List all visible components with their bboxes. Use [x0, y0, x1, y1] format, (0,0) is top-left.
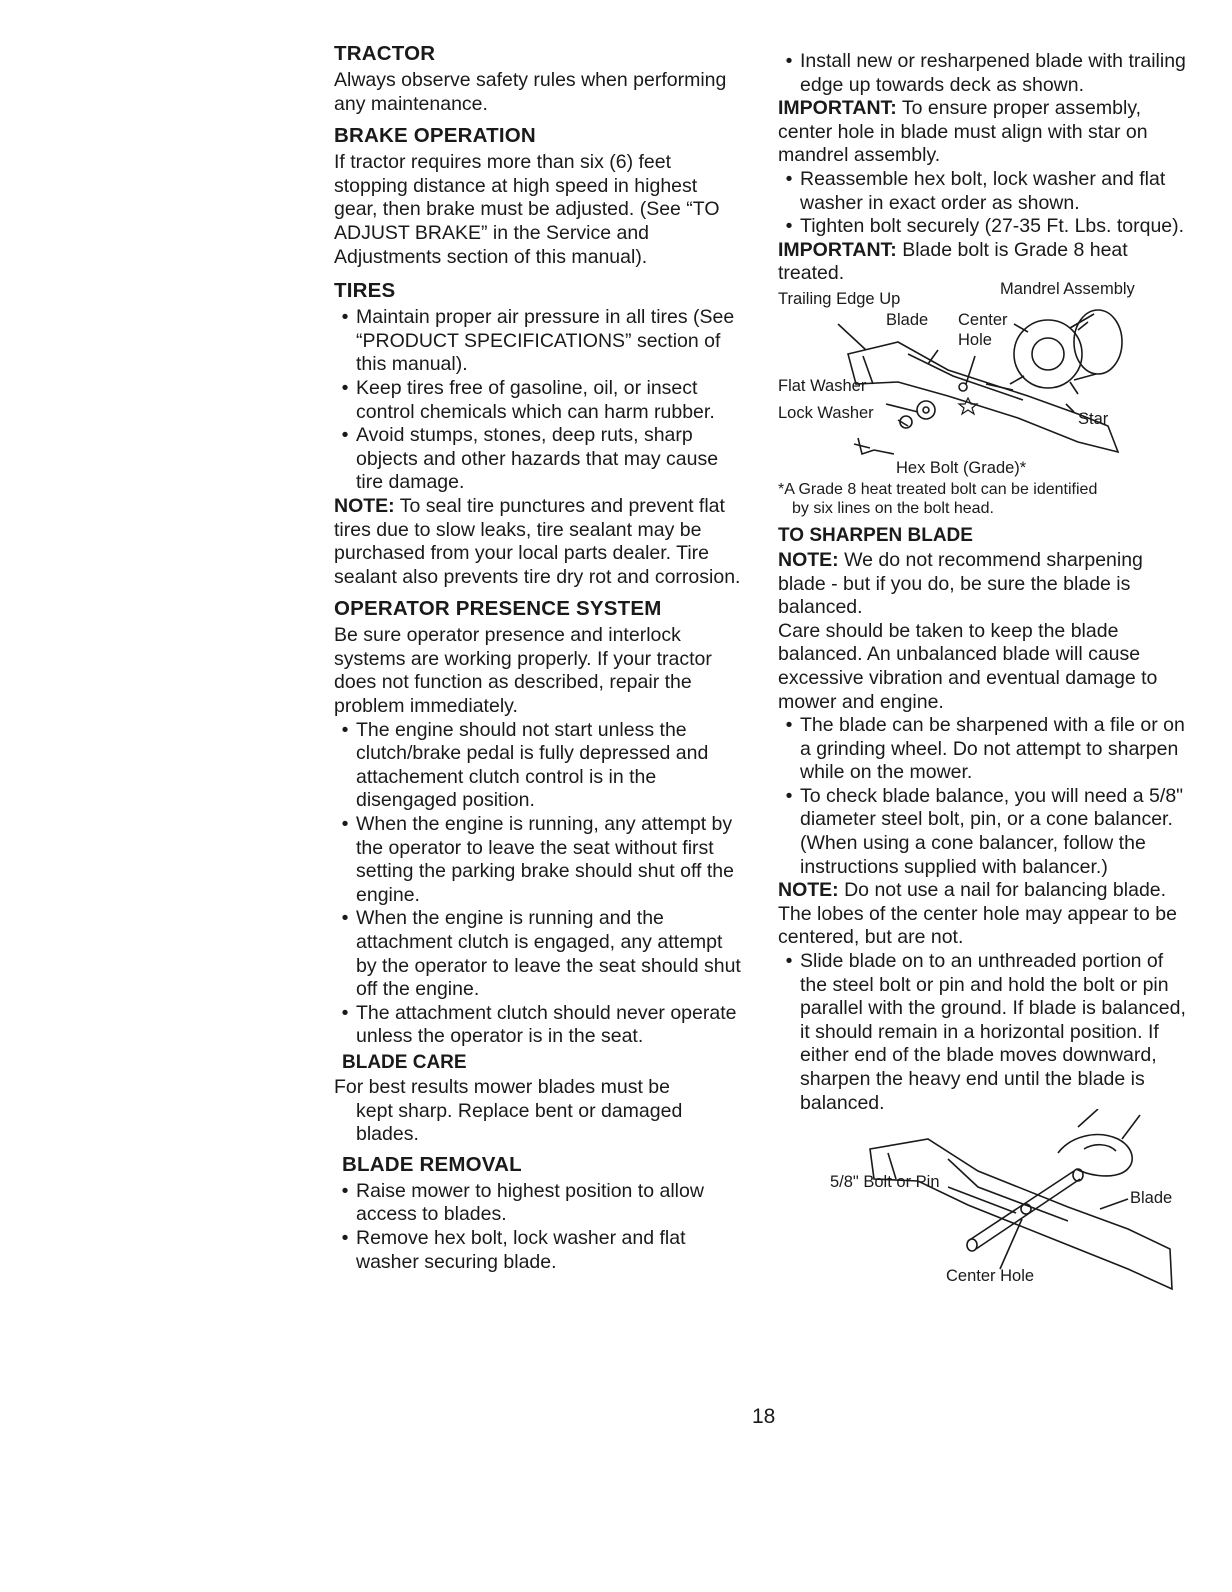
operator-presence-text: Be sure operator presence and interlock systems are working properly. If your tractor does not function as described, repair the problem immediately.	[334, 624, 712, 718]
tires-item-2: • Keep tires free of gasoline, oil, or insect control chemicals which can harm rubber.	[341, 376, 715, 423]
label-blade: Blade	[886, 310, 929, 329]
blade-care-heading: BLADE CARE	[342, 1051, 467, 1073]
label-mandrel-assembly: Mandrel Assembly	[1000, 279, 1135, 298]
note-label: NOTE:	[334, 494, 395, 517]
note-label: NOTE:	[778, 879, 839, 902]
page-number: 18	[752, 1405, 776, 1428]
operator-presence-item-4: • The attachment clutch should never operate unless the operator is in the seat.	[341, 1001, 737, 1048]
sharpen-item-2: • To check blade balance, you will need a 5/8" diameter steel bolt, pin, or a cone balancer. (When using a cone balancer, follow the instructions supplied with balancer.)	[785, 784, 1184, 878]
label-trailing-edge-up: Trailing Edge Up	[778, 289, 901, 308]
balancing-figure	[778, 1109, 1188, 1299]
blade-removal-item-1: • Raise mower to highest position to allow access to blades.	[341, 1179, 704, 1226]
operator-presence-item-2: • When the engine is running, any attempt by the operator to leave the seat without first setting the parking brake should shut off the engine.	[341, 813, 734, 906]
important-label: IMPORTANT:	[778, 238, 897, 261]
label-star: Star	[1078, 409, 1109, 428]
nail-note: NOTE: Do not use a nail for balancing blade. The lobes of the center hole may appear to be centered, but are not.	[778, 879, 1177, 949]
blade-removal-heading: BLADE REMOVAL	[342, 1152, 522, 1176]
label-hole: Hole	[958, 330, 992, 349]
tractor-text: Always observe safety rules when performing any maintenance.	[334, 69, 727, 115]
slide-item: • Slide blade on to an unthreaded portion of the steel bolt or pin and hold the bolt or pin parallel with the ground. If blade is balanced, it should remain in a horizontal position. If either end of the blade moves downward, sharpen the heavy end until the blade is balanced.	[785, 950, 1186, 1114]
label-center: Center	[958, 310, 1008, 329]
important-note-1: IMPORTANT: To ensure proper assembly, center hole in blade must align with star on mandrel assembly.	[778, 97, 1148, 167]
label-bolt-or-pin: 5/8" Bolt or Pin	[830, 1173, 940, 1192]
reassemble-item-1: • Reassemble hex bolt, lock washer and flat washer in exact order as shown.	[785, 167, 1166, 214]
label-blade: Blade	[1130, 1189, 1173, 1208]
right-column	[778, 50, 1188, 1299]
care-text: Care should be taken to keep the blade balanced. An unbalanced blade will cause excessive vibration and eventual damage to mower and engine.	[778, 619, 1158, 713]
tires-heading: TIRES	[334, 279, 396, 303]
left-column	[334, 42, 744, 1274]
label-hex-bolt: Hex Bolt (Grade)*	[896, 458, 1027, 477]
tires-item-1: • Maintain proper air pressure in all tires (See “PRODUCT SPECIFICATIONS” section of this manual).	[341, 306, 735, 376]
sharpen-note: NOTE: We do not recommend sharpening blade - but if you do, be sure the blade is balanced.	[778, 548, 1143, 619]
note-label: NOTE:	[778, 548, 839, 571]
operator-presence-item-1: • The engine should not start unless the clutch/brake pedal is fully depressed and attachement clutch control is in the disengaged position.	[341, 718, 709, 812]
label-lock-washer: Lock Washer	[778, 403, 874, 422]
hand	[1058, 1135, 1132, 1176]
blade-care-text-first: For best results mower blades must be	[334, 1075, 670, 1098]
label-center-hole: Center Hole	[946, 1267, 1035, 1286]
important-label: IMPORTANT:	[778, 97, 897, 120]
bolt-or-pin	[968, 1171, 1080, 1249]
install-item: • Install new or resharpened blade with trailing edge up towards deck as shown.	[785, 50, 1186, 96]
sharpen-blade-heading: TO SHARPEN BLADE	[778, 524, 973, 546]
reassemble-item-2: • Tighten bolt securely (27-35 Ft. Lbs. torque).	[785, 215, 1185, 238]
operator-presence-heading: OPERATOR PRESENCE SYSTEM	[334, 597, 662, 621]
blade-removal-item-2: • Remove hex bolt, lock washer and flat washer securing blade.	[341, 1226, 686, 1273]
hex-bolt	[854, 438, 874, 454]
tires-note: NOTE: To seal tire punctures and prevent flat tires due to slow leaks, tire sealant may be purchased from your local parts dealer. Tire sealant also prevents tire dry rot and corrosion.	[334, 494, 741, 588]
tires-item-3: • Avoid stumps, stones, deep ruts, sharp objects and other hazards that may cause tire damage.	[341, 424, 719, 494]
blade-assembly-figure	[778, 279, 1178, 478]
label-flat-washer: Flat Washer	[778, 376, 867, 395]
operator-presence-item-3: • When the engine is running and the attachment clutch is engaged, any attempt by the operator to leave the seat should shut off the engine.	[341, 907, 741, 1001]
center-hole-mark	[959, 383, 967, 391]
brake-operation-heading: BRAKE OPERATION	[334, 124, 536, 148]
brake-operation-text: If tractor requires more than six (6) feet stopping distance at high speed in highest gear, then brake must be adjusted. (See “TO ADJUST BRAKE” in the Service and Adjustments section of this manual).	[334, 151, 720, 268]
sharpen-item-1: • The blade can be sharpened with a file or on a grinding wheel. Do not attempt to sharpen while on the mower.	[785, 714, 1185, 784]
blade-care-text-rest: kept sharp. Replace bent or damaged blades.	[356, 1099, 683, 1146]
tractor-heading: TRACTOR	[334, 42, 436, 65]
footnote: *A Grade 8 heat treated bolt can be identified by six lines on the bolt head.	[778, 480, 1098, 517]
lock-washer	[917, 401, 935, 419]
important-note-2: IMPORTANT: Blade bolt is Grade 8 heat treated.	[778, 238, 1128, 285]
